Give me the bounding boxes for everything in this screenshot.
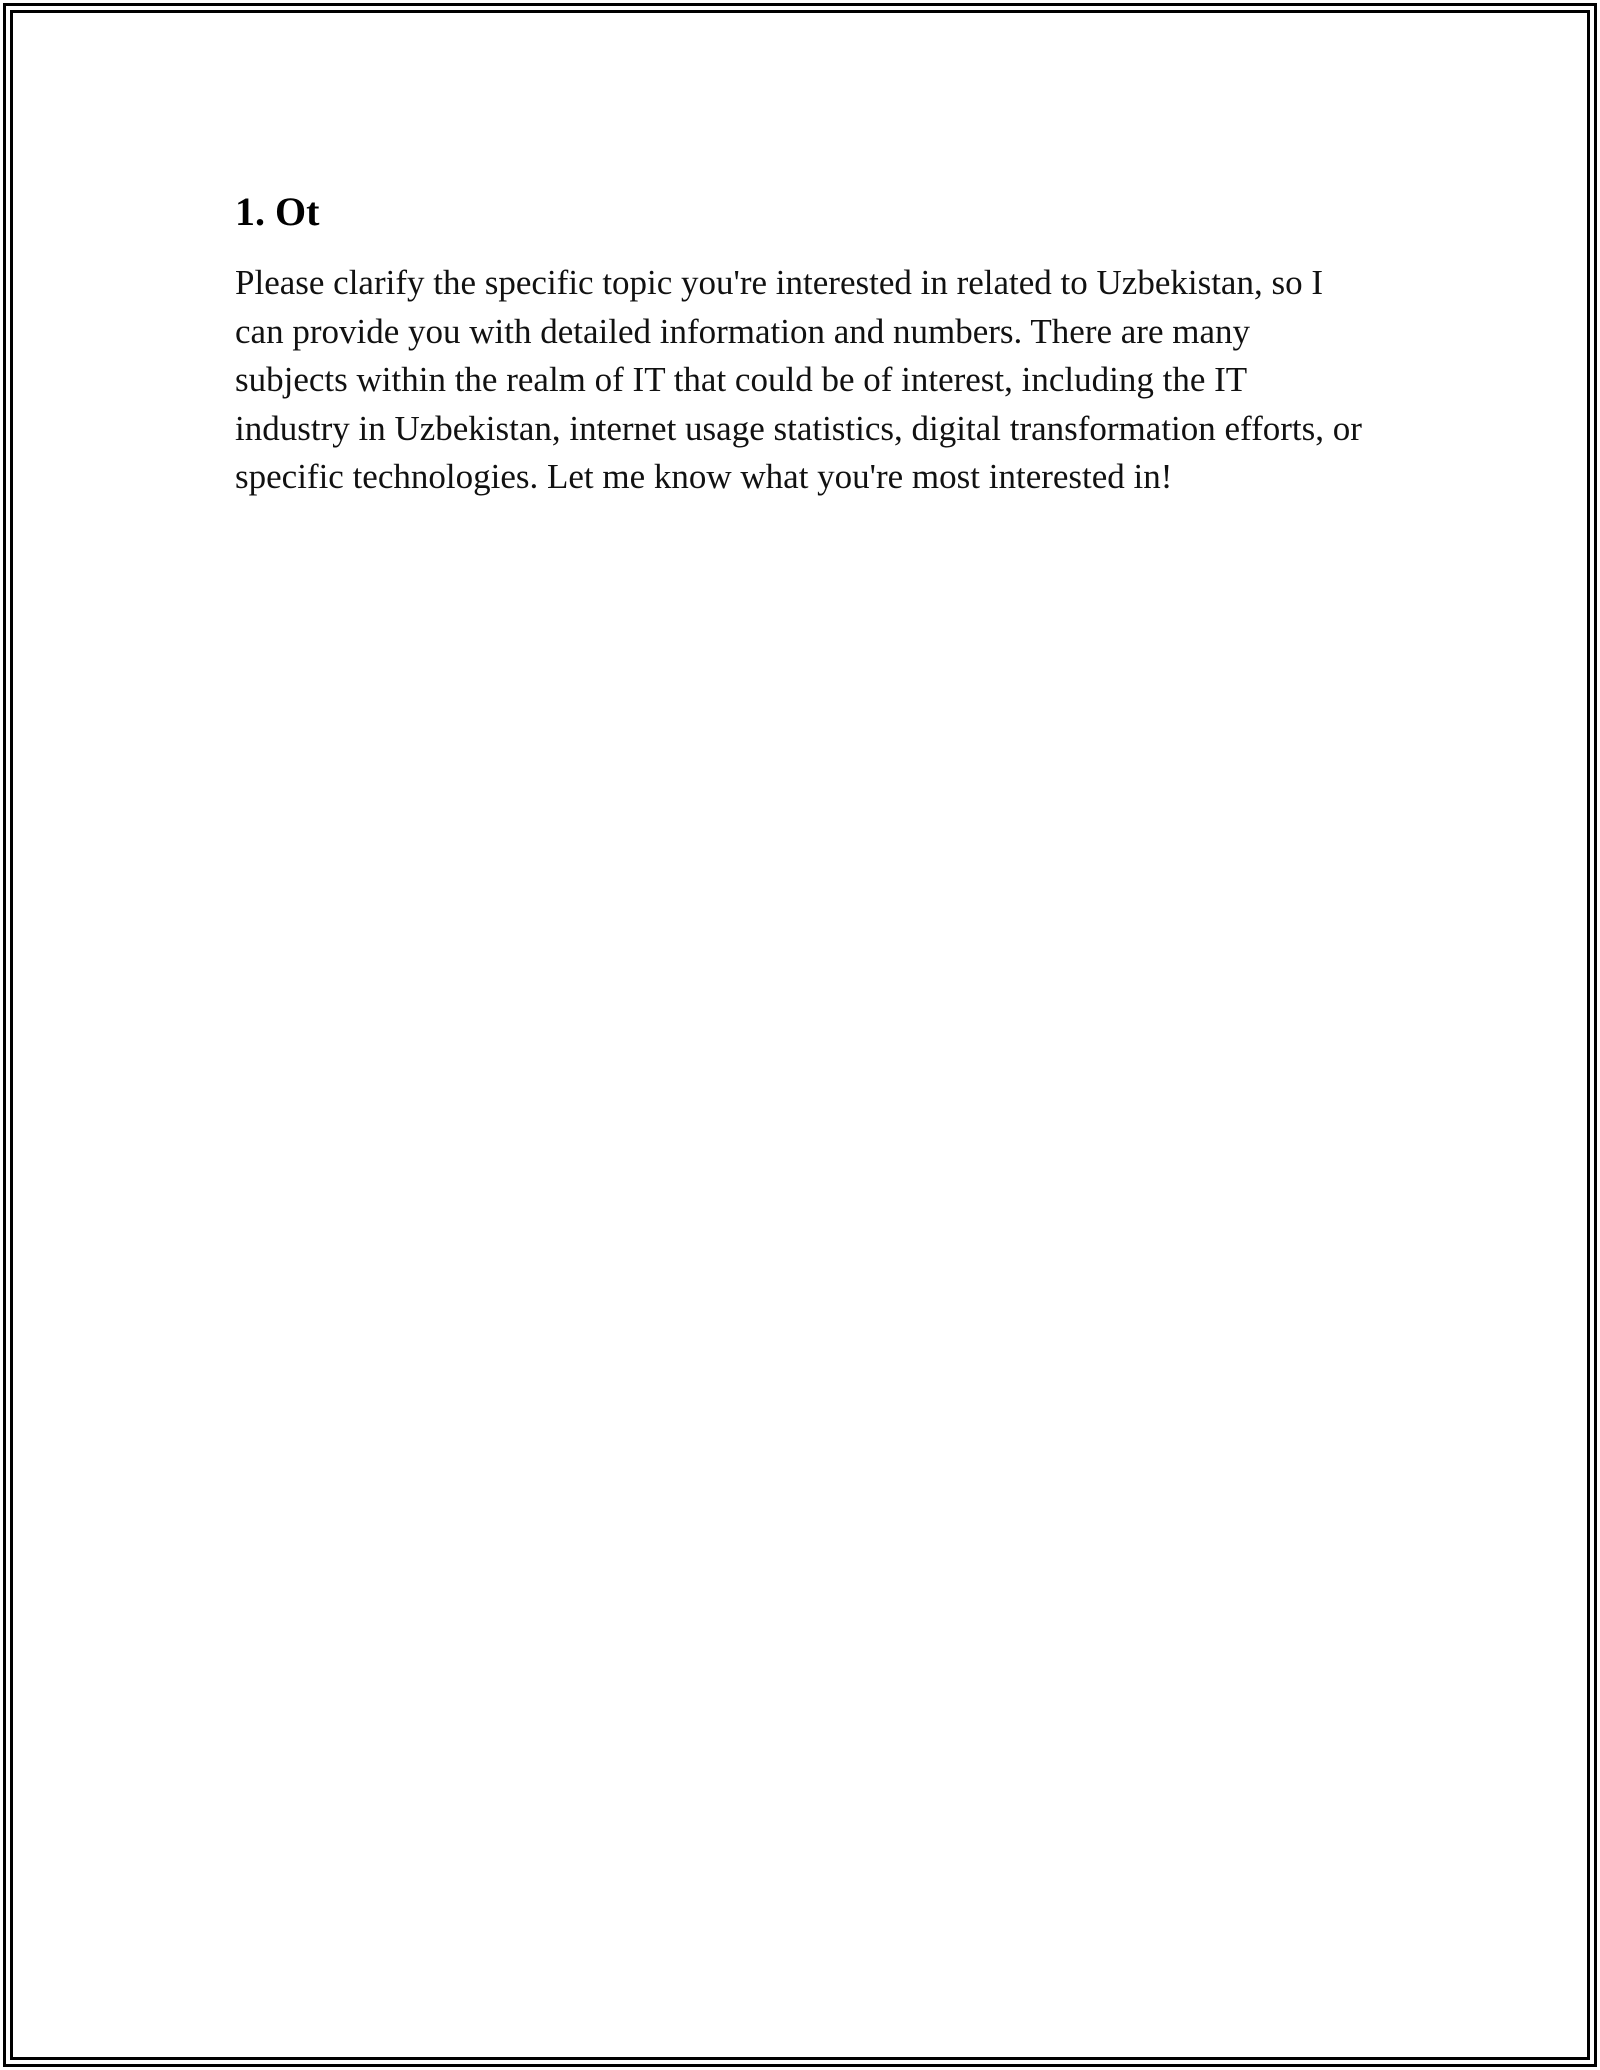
section-paragraph: Please clarify the specific topic you're interested in related to Uzbekistan, so I can provide you with detailed information and numbers. There are many subjects within the realm of IT that could be of interest, including the IT industry in Uzbekistan, internet usage statistics, digital transformation efforts, or specific technologies. Let me know what you're most interested in!	[235, 263, 1362, 496]
document-content	[235, 183, 1365, 502]
section-heading: 1. Ot	[235, 189, 320, 234]
